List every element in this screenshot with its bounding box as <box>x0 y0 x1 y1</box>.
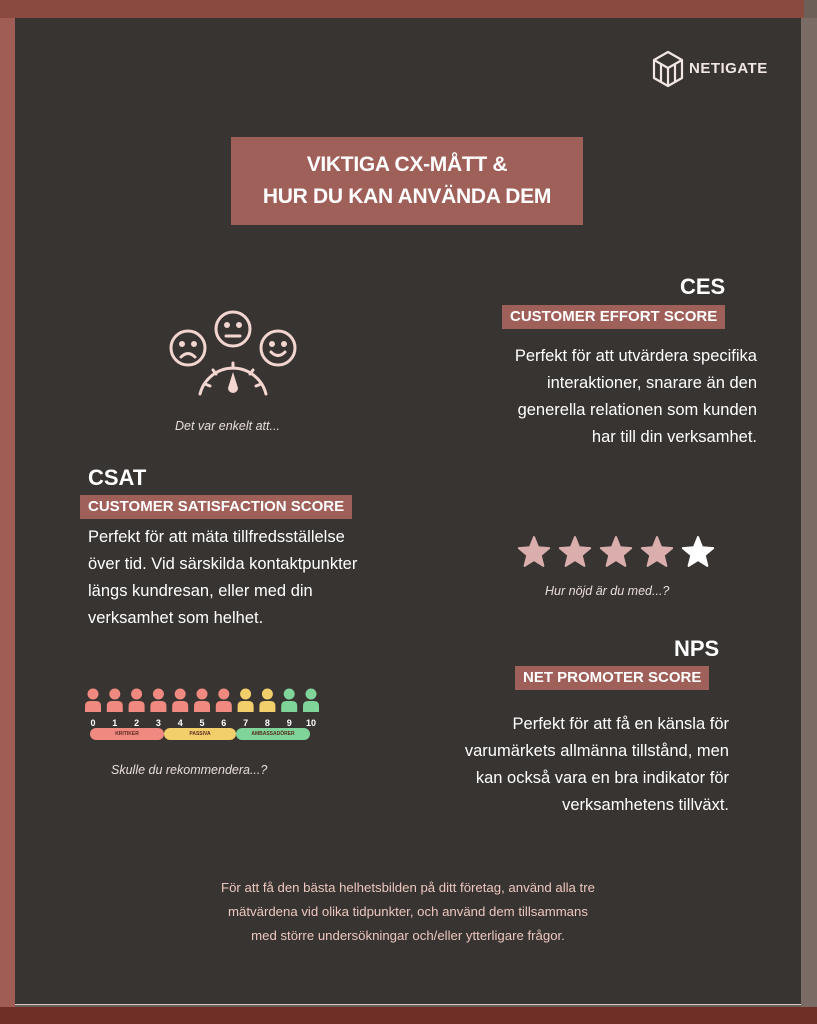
csat-body-line: Perfekt för att mäta tillfredsställelse <box>88 528 345 546</box>
nps-tag: NET PROMOTER SCORE <box>515 666 709 690</box>
csat-tag: CUSTOMER SATISFACTION SCORE <box>80 495 352 519</box>
nps-person-icon <box>259 689 275 713</box>
nps-scale-number: 3 <box>155 718 161 728</box>
ces-body <box>515 343 757 451</box>
star-filled-icon <box>519 537 549 566</box>
nps-person-icon <box>194 689 210 713</box>
nps-group-labels <box>90 728 310 740</box>
nps-body-line: varumärkets allmänna tillstånd, men <box>464 742 729 760</box>
nps-body-line: verksamhetens tillväxt. <box>562 796 729 814</box>
nps-scale-number: 4 <box>177 718 183 728</box>
csat-heading: CSAT <box>88 465 147 490</box>
csat-body-line: verksamhet som helhet. <box>88 609 264 627</box>
star-filled-icon <box>601 537 631 566</box>
nps-scale-number: 1 <box>112 718 118 728</box>
effort-gauge-icon <box>165 308 305 400</box>
nps-scale-number: 10 <box>305 718 317 728</box>
csat-body <box>88 524 357 632</box>
netigate-logo-icon <box>651 48 685 88</box>
ces-tag: CUSTOMER EFFORT SCORE <box>502 305 725 329</box>
nps-scale-number: 2 <box>134 718 140 728</box>
nps-person-icon <box>129 689 145 713</box>
nps-body-line: Perfekt för att få en känsla för <box>512 715 729 733</box>
nps-scale-number: 5 <box>199 718 205 728</box>
nps-scale-number: 9 <box>286 718 292 728</box>
csat-caption: Hur nöjd är du med...? <box>545 584 670 598</box>
ces-body-line: generella relationen som kunden <box>517 401 757 419</box>
star-rating <box>516 534 718 572</box>
star-empty-icon <box>683 537 713 566</box>
title-line-1: VIKTIGA CX-MÅTT & <box>306 153 508 176</box>
nps-scale-number: 8 <box>264 718 270 728</box>
footer-note <box>160 876 656 948</box>
frame-right <box>801 18 817 1007</box>
nps-person-icon <box>150 689 166 713</box>
ces-body-line: har till din verksamhet. <box>591 428 757 446</box>
title-box <box>231 137 583 225</box>
nps-person-icon <box>216 689 232 713</box>
csat-body-line: längs kundresan, eller med din <box>88 582 313 600</box>
frame-top <box>0 0 804 18</box>
nps-scale-graphic <box>82 684 328 730</box>
nps-caption: Skulle du rekommendera...? <box>111 763 268 777</box>
nps-body-line: kan också vara en bra indikator för <box>475 769 729 787</box>
nps-person-icon <box>238 689 254 713</box>
logo-text: NETIGATE <box>689 59 768 77</box>
nps-group-kritiker: KRITIKER <box>90 728 164 740</box>
footer-line: mätvärdena vid olika tidpunkter, och använd dem tillsammans <box>228 904 588 919</box>
nps-group-ambassadorer: AMBASSADÖRER <box>236 728 310 740</box>
bottom-divider <box>15 1004 801 1005</box>
nps-heading: NPS <box>674 636 720 661</box>
ces-body-line: interaktioner, snarare än den <box>546 374 757 392</box>
title-line-2: HUR DU KAN ANVÄNDA DEM <box>262 185 552 208</box>
nps-person-icon <box>85 689 101 713</box>
nps-group-passiva: PASSIVA <box>164 728 236 740</box>
frame-left <box>0 18 15 1007</box>
netigate-logo <box>651 48 768 88</box>
nps-scale-number: 0 <box>90 718 96 728</box>
star-filled-icon <box>642 537 672 566</box>
ces-heading: CES <box>680 274 726 299</box>
nps-scale-number: 6 <box>221 718 227 728</box>
frame-bottom <box>0 1007 817 1024</box>
nps-person-icon <box>303 689 319 713</box>
footer-line: För att få den bästa helhetsbilden på ditt företag, använd alla tre <box>221 880 595 895</box>
nps-person-icon <box>281 689 297 713</box>
nps-scale-number: 7 <box>243 718 249 728</box>
nps-person-icon <box>172 689 188 713</box>
star-filled-icon <box>560 537 590 566</box>
ces-caption: Det var enkelt att... <box>175 419 280 433</box>
ces-body-line: Perfekt för att utvärdera specifika <box>514 347 757 365</box>
nps-body <box>465 711 729 819</box>
footer-line: med större undersökningar och/eller ytterligare frågor. <box>251 928 565 943</box>
csat-body-line: över tid. Vid särskilda kontaktpunkter <box>88 555 358 573</box>
nps-person-icon <box>107 689 123 713</box>
